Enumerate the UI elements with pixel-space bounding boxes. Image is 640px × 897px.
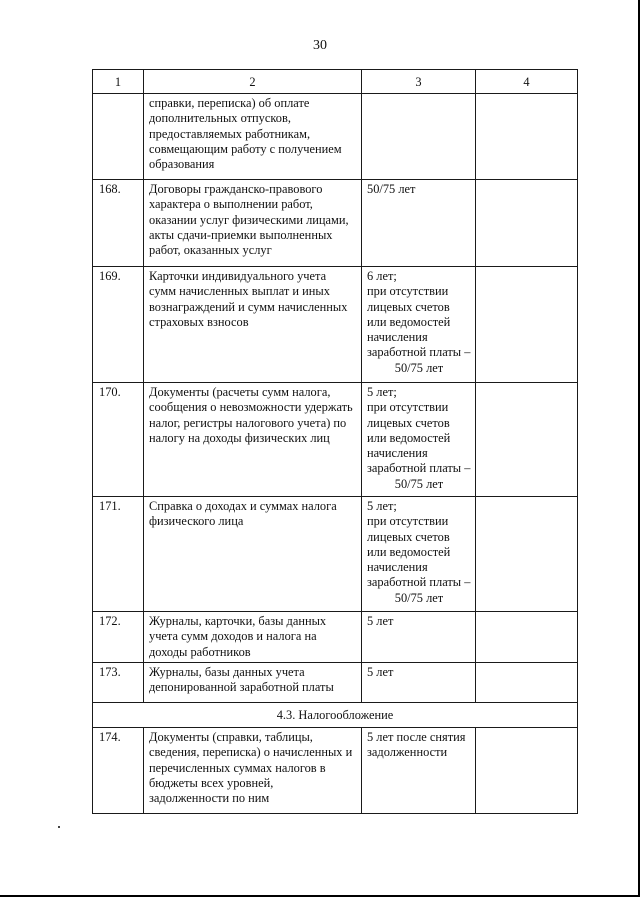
- document-type-line: Договоры гражданско-правового: [149, 182, 323, 196]
- row-note: [476, 180, 578, 267]
- retention-term-line: заработной платы –: [367, 345, 471, 360]
- header-col-1: 1: [93, 70, 144, 94]
- document-type-line: оказании услуг физическими лицами,: [149, 212, 349, 227]
- row-number: 170.: [93, 383, 144, 497]
- retention-term-line: при отсутствии: [367, 400, 449, 415]
- document-type-line: доходы работников: [149, 644, 251, 659]
- document-table: [92, 69, 578, 814]
- row-retention-term: [362, 728, 476, 814]
- document-type-line: работ, оказанных услуг: [149, 243, 272, 258]
- retention-term-line: 6 лет;: [367, 269, 397, 283]
- document-type-line: бюджеты всех уровней,: [149, 776, 274, 791]
- header-col-2: 2: [144, 70, 362, 94]
- retention-term-line: задолженности: [367, 745, 448, 760]
- row-retention-term: [362, 662, 476, 702]
- retention-term-line: заработной платы –: [367, 575, 471, 590]
- page-number: 30: [313, 38, 327, 53]
- row-note: [476, 662, 578, 702]
- document-type-line: вознаграждений и сумм начисленных: [149, 299, 348, 314]
- document-type-line: Документы (справки, таблицы,: [149, 730, 313, 745]
- retention-term-line: начисления: [367, 330, 428, 345]
- document-type-line: Документы (расчеты сумм налога,: [149, 385, 331, 399]
- table-row: [93, 612, 578, 663]
- document-type-line: сведения, переписка) о начисленных и: [149, 745, 353, 760]
- document-type-line: предоставляемых работникам,: [149, 126, 311, 141]
- row-number: 174.: [93, 728, 144, 814]
- row-note: [476, 728, 578, 814]
- retention-term-line: 50/75 лет: [394, 590, 444, 605]
- row-document-type: [144, 728, 362, 814]
- retention-term-line: начисления: [367, 560, 428, 575]
- retention-term-line: при отсутствии: [367, 284, 449, 299]
- retention-term-line: лицевых счетов: [367, 529, 450, 544]
- document-type-line: задолженности по ним: [149, 791, 270, 806]
- row-document-type: [144, 94, 362, 180]
- row-number: 168.: [93, 180, 144, 267]
- document-type-line: образования: [149, 157, 215, 172]
- retention-term-line: начисления: [367, 446, 428, 461]
- header-col-3: 3: [362, 70, 476, 94]
- section-row: [93, 702, 578, 727]
- document-type-line: налог, регистры налогового учета) по: [149, 415, 347, 430]
- table-row: [93, 267, 578, 383]
- retention-term-line: 5 лет: [367, 614, 394, 628]
- document-type-line: акты сдачи-приемки выполненных: [149, 227, 333, 242]
- table-row: [93, 383, 578, 497]
- retention-term-line: 50/75 лет: [367, 182, 416, 196]
- retention-term-line: или ведомостей: [367, 430, 451, 445]
- row-document-type: [144, 383, 362, 497]
- row-number: 172.: [93, 612, 144, 663]
- retention-term-line: заработной платы –: [367, 461, 471, 476]
- document-type-line: Справка о доходах и суммах налога: [149, 499, 337, 513]
- row-document-type: [144, 267, 362, 383]
- row-retention-term: [362, 497, 476, 612]
- retention-term-line: лицевых счетов: [367, 299, 450, 314]
- retention-term-line: лицевых счетов: [367, 415, 450, 430]
- row-retention-term: [362, 267, 476, 383]
- row-number: 171.: [93, 497, 144, 612]
- scan-speck: [58, 826, 60, 828]
- row-retention-term: [362, 383, 476, 497]
- retention-term-line: 50/75 лет: [394, 476, 444, 491]
- document-type-line: сообщения о невозможности удержать: [149, 400, 353, 415]
- table-row: [93, 662, 578, 702]
- row-note: [476, 267, 578, 383]
- table-row: [93, 497, 578, 612]
- row-number: 169.: [93, 267, 144, 383]
- retention-term-line: 5 лет: [367, 664, 394, 679]
- retention-term-line: 5 лет после снятия: [367, 730, 466, 745]
- retention-term-line: при отсутствии: [367, 514, 449, 529]
- document-type-line: Журналы, карточки, базы данных: [149, 614, 327, 628]
- table-row: [93, 728, 578, 814]
- row-note: [476, 612, 578, 663]
- section-title: 4.3. Налогообложение: [93, 702, 578, 727]
- row-note: [476, 383, 578, 497]
- retention-term-line: 50/75 лет: [394, 360, 444, 375]
- row-document-type: [144, 497, 362, 612]
- row-retention-term: [362, 612, 476, 663]
- document-type-line: налогу на доходы физических лиц: [149, 430, 330, 445]
- document-type-line: Журналы, базы данных учета: [149, 664, 305, 679]
- document-type-line: физического лица: [149, 514, 244, 529]
- row-number: 173.: [93, 662, 144, 702]
- document-type-line: страховых взносов: [149, 314, 249, 329]
- table-row: [93, 94, 578, 180]
- header-row: [93, 70, 578, 94]
- header-col-4: 4: [476, 70, 578, 94]
- retention-term-line: или ведомостей: [367, 544, 451, 559]
- document-type-line: характера о выполнении работ,: [149, 197, 313, 212]
- document-type-line: перечисленных суммах налогов в: [149, 760, 326, 775]
- row-number: [93, 94, 144, 180]
- row-document-type: [144, 180, 362, 267]
- document-type-line: совмещающим работу с получением: [149, 141, 342, 156]
- document-type-line: Карточки индивидуального учета: [149, 269, 327, 283]
- retention-term-line: 5 лет;: [367, 499, 397, 513]
- document-type-line: депонированной заработной платы: [149, 680, 334, 695]
- row-document-type: [144, 662, 362, 702]
- row-retention-term: [362, 94, 476, 180]
- document-type-line: сумм начисленных выплат и иных: [149, 284, 330, 299]
- document-type-line: справки, переписка) об оплате: [149, 96, 310, 110]
- row-note: [476, 497, 578, 612]
- document-type-line: дополнительных отпусков,: [149, 111, 291, 126]
- row-document-type: [144, 612, 362, 663]
- retention-term-line: 5 лет;: [367, 385, 397, 399]
- row-retention-term: [362, 180, 476, 267]
- row-note: [476, 94, 578, 180]
- document-type-line: учета сумм доходов и налога на: [149, 629, 317, 644]
- retention-term-line: или ведомостей: [367, 314, 451, 329]
- table-row: [93, 180, 578, 267]
